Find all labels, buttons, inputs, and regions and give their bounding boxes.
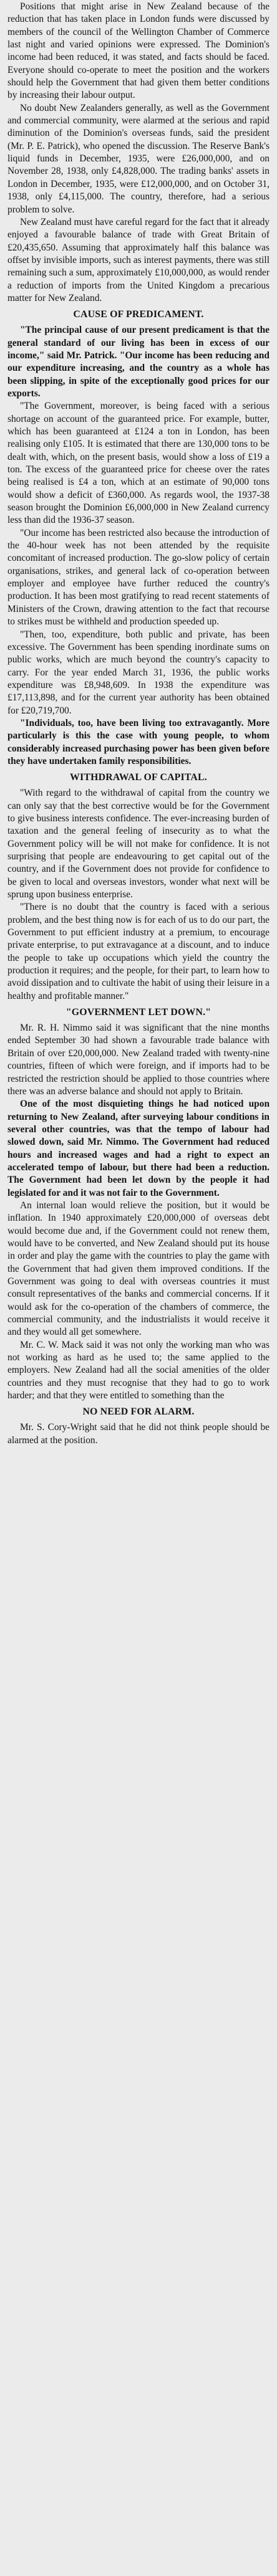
article-paragraph: "Our income has been restricted also because the introduction of the 40-hour week has not been attended by the requisite concomitant of increased production. The go-slow policy of certain organisations, strikes, and general lack of co-operation between employer and employee have further reduced the country's production. It has been most gratifying to read recent statements of Ministers of the Crown, drawing attention to the fact that recourse to strikes must be withheld and production speeded up. [7,527,270,627]
article-paragraph: "Then, too, expenditure, both public and private, has been excessive. The Government has been spending inordinate sums on public works, which are much beyond the country's capacity to carry. For the year ended March 31, 1936, the public works expenditure was £8,948,609. In 1938 the expenditure was £17,113,898, and for the current year authority has been obtained for £20,719,700. [7,629,270,716]
article-paragraph: One of the most disquieting things he had noticed upon returning to New Zealand, after surveying labour conditions in several other countries, was that the tempo of labour had slowed down, said Mr. Nimmo. The Government had reduced hours and increased wages and had a right to expect an accelerated tempo of labour, but there had been a reduction. The Government had been let down by the people it had legislated for and it was not fair to the Government. [7,1099,270,1198]
article-paragraph: Mr. R. H. Nimmo said it was significant that the nine months ended September 30 had shown a favourable trade balance with Britain of over £20,000,000. New Zealand traded with twenty-nine countries, fifteen of which were foreign, and if imports had to be restricted the restriction should be applied to those countries where there was an adverse balance and should not apply to Britain. [7,1023,270,1097]
section-heading: WITHDRAWAL OF CAPITAL. [70,772,207,783]
article-paragraph: Mr. C. W. Mack said it was not only the working man who was not working as hard as he used to; the same applied to the employers. New Zealand had all the social amenities of the older countries and they must recognise that they had to go to work harder; and that they were entitled to something than the [7,1339,270,1401]
article-paragraph: "With regard to the withdrawal of capital from the country we can only say that the best corrective would be for the Government to give business interests confidence. The ever-increasing burden of taxation and the general feeling of insecurity as to what the Government policy will be will not make for confidence. It is not surprising that people are endeavouring to get capital out of the country, and if the Government does not provide for confidence to be given to local and overseas investors, wonder what next will be sprung upon business enterprise. [7,788,270,900]
article-paragraph: "Individuals, too, have been living too extravagantly. More particularly is this the case with young people, to whom considerably increased purchasing power has been given before they have undertaken family responsibilities. [7,717,270,766]
article-paragraph: Mr. S. Cory-Wright said that he did not think people should be alarmed at the position. [7,1422,270,1446]
article-paragraph: Positions that might arise in New Zealand because of the reduction that has taken place in London funds were discussed by members of the council of the Wellington Chamber of Commerce last night and varied opinions were expressed. The Dominion's income had been reduced, it was stated, and facts should be faced. Everyone should co-operate to meet the position and the workers should help the Government that had given them better conditions by increasing their labour output. [7,1,270,101]
article-paragraph: New Zealand must have careful regard for the fact that it already enjoyed a favourable balance of trade with Great Britain of £20,435,650. Assuming that approximately half this balance was offset by invisible imports, such as interest payments, there was still remaining such a sum, approximately £10,000,000, as would render a reduction of imports from the United Kingdom a precarious matter for New Zealand. [7,216,270,303]
article-paragraph: "There is no doubt that the country is faced with a serious problem, and the best thing now is for each of us to do our part, the Government to put efficient industry at a premium, to encourage private enterprise, to put extravagance at a discount, and to induce the people to take up occupations which yield the country the production it requires; and the people, for their part, to learn how to avoid dissipation and to cultivate the habit of using their leisure in a healthy and profitable manner." [7,902,270,1001]
article-paragraph: "The principal cause of our present predicament is that the general standard of our living has been in excess of our income," said Mr. Patrick. "Our income has been reducing and our expenditure increasing, and the country as a whole has been slipping, in spite of the exceptionally good prices for our exports. [7,325,270,399]
section-heading: CAUSE OF PREDICAMENT. [73,309,204,320]
article-paragraph: "The Government, moreover, is being faced with a serious shortage on account of the guaranteed price. For example, butter, which has been guaranteed at £124 a ton in London, has been realising only £105. It is estimated that there are 130,000 tons to be dealt with, which, on the present basis, would show a loss of £19 a ton. The excess of the guaranteed price for cheese over the rates being realised is £4 a ton, which at an estimate of 90,000 tons would show a deficit of £360,000. As regards wool, the 1937-38 season brought the Dominion £6,000,000 in New Zealand currency less than did the 1936-37 season. [7,401,270,526]
article-paragraph: No doubt New Zealanders generally, as well as the Government and commercial community, were alarmed at the serious and rapid diminution of the Dominion's overseas funds, said the president (Mr. P. E. Patrick), who opened the discussion. The Reserve Bank's liquid funds in December, 1935, were £26,000,000, and on November 28, 1938, only £4,828,000. The trading banks' assets in London in December, 1935, were £12,000,000, and on October 31, 1938, only £4,115,000. The country, therefore, had a serious problem to solve. [7,102,270,215]
article-paragraph: An internal loan would relieve the position, but it would be inflation. In 1940 approximately £20,000,000 of overseas debt would become due and, if the Government could not renew them, would have to be converted, and New Zealand should put its house in order and play the game with the countries to play the game with the Government that had given them improved conditions. If the Government was going to deal with overseas countries it must consult representatives of the banks and commercial concerns. If it would ask for the co-operation of the chambers of commerce, the commercial community, and the industrialists it would receive it and they would all get somewhere. [7,1200,270,1338]
section-heading: "GOVERNMENT LET DOWN." [66,1007,211,1018]
section-heading: NO NEED FOR ALARM. [82,1406,195,1418]
